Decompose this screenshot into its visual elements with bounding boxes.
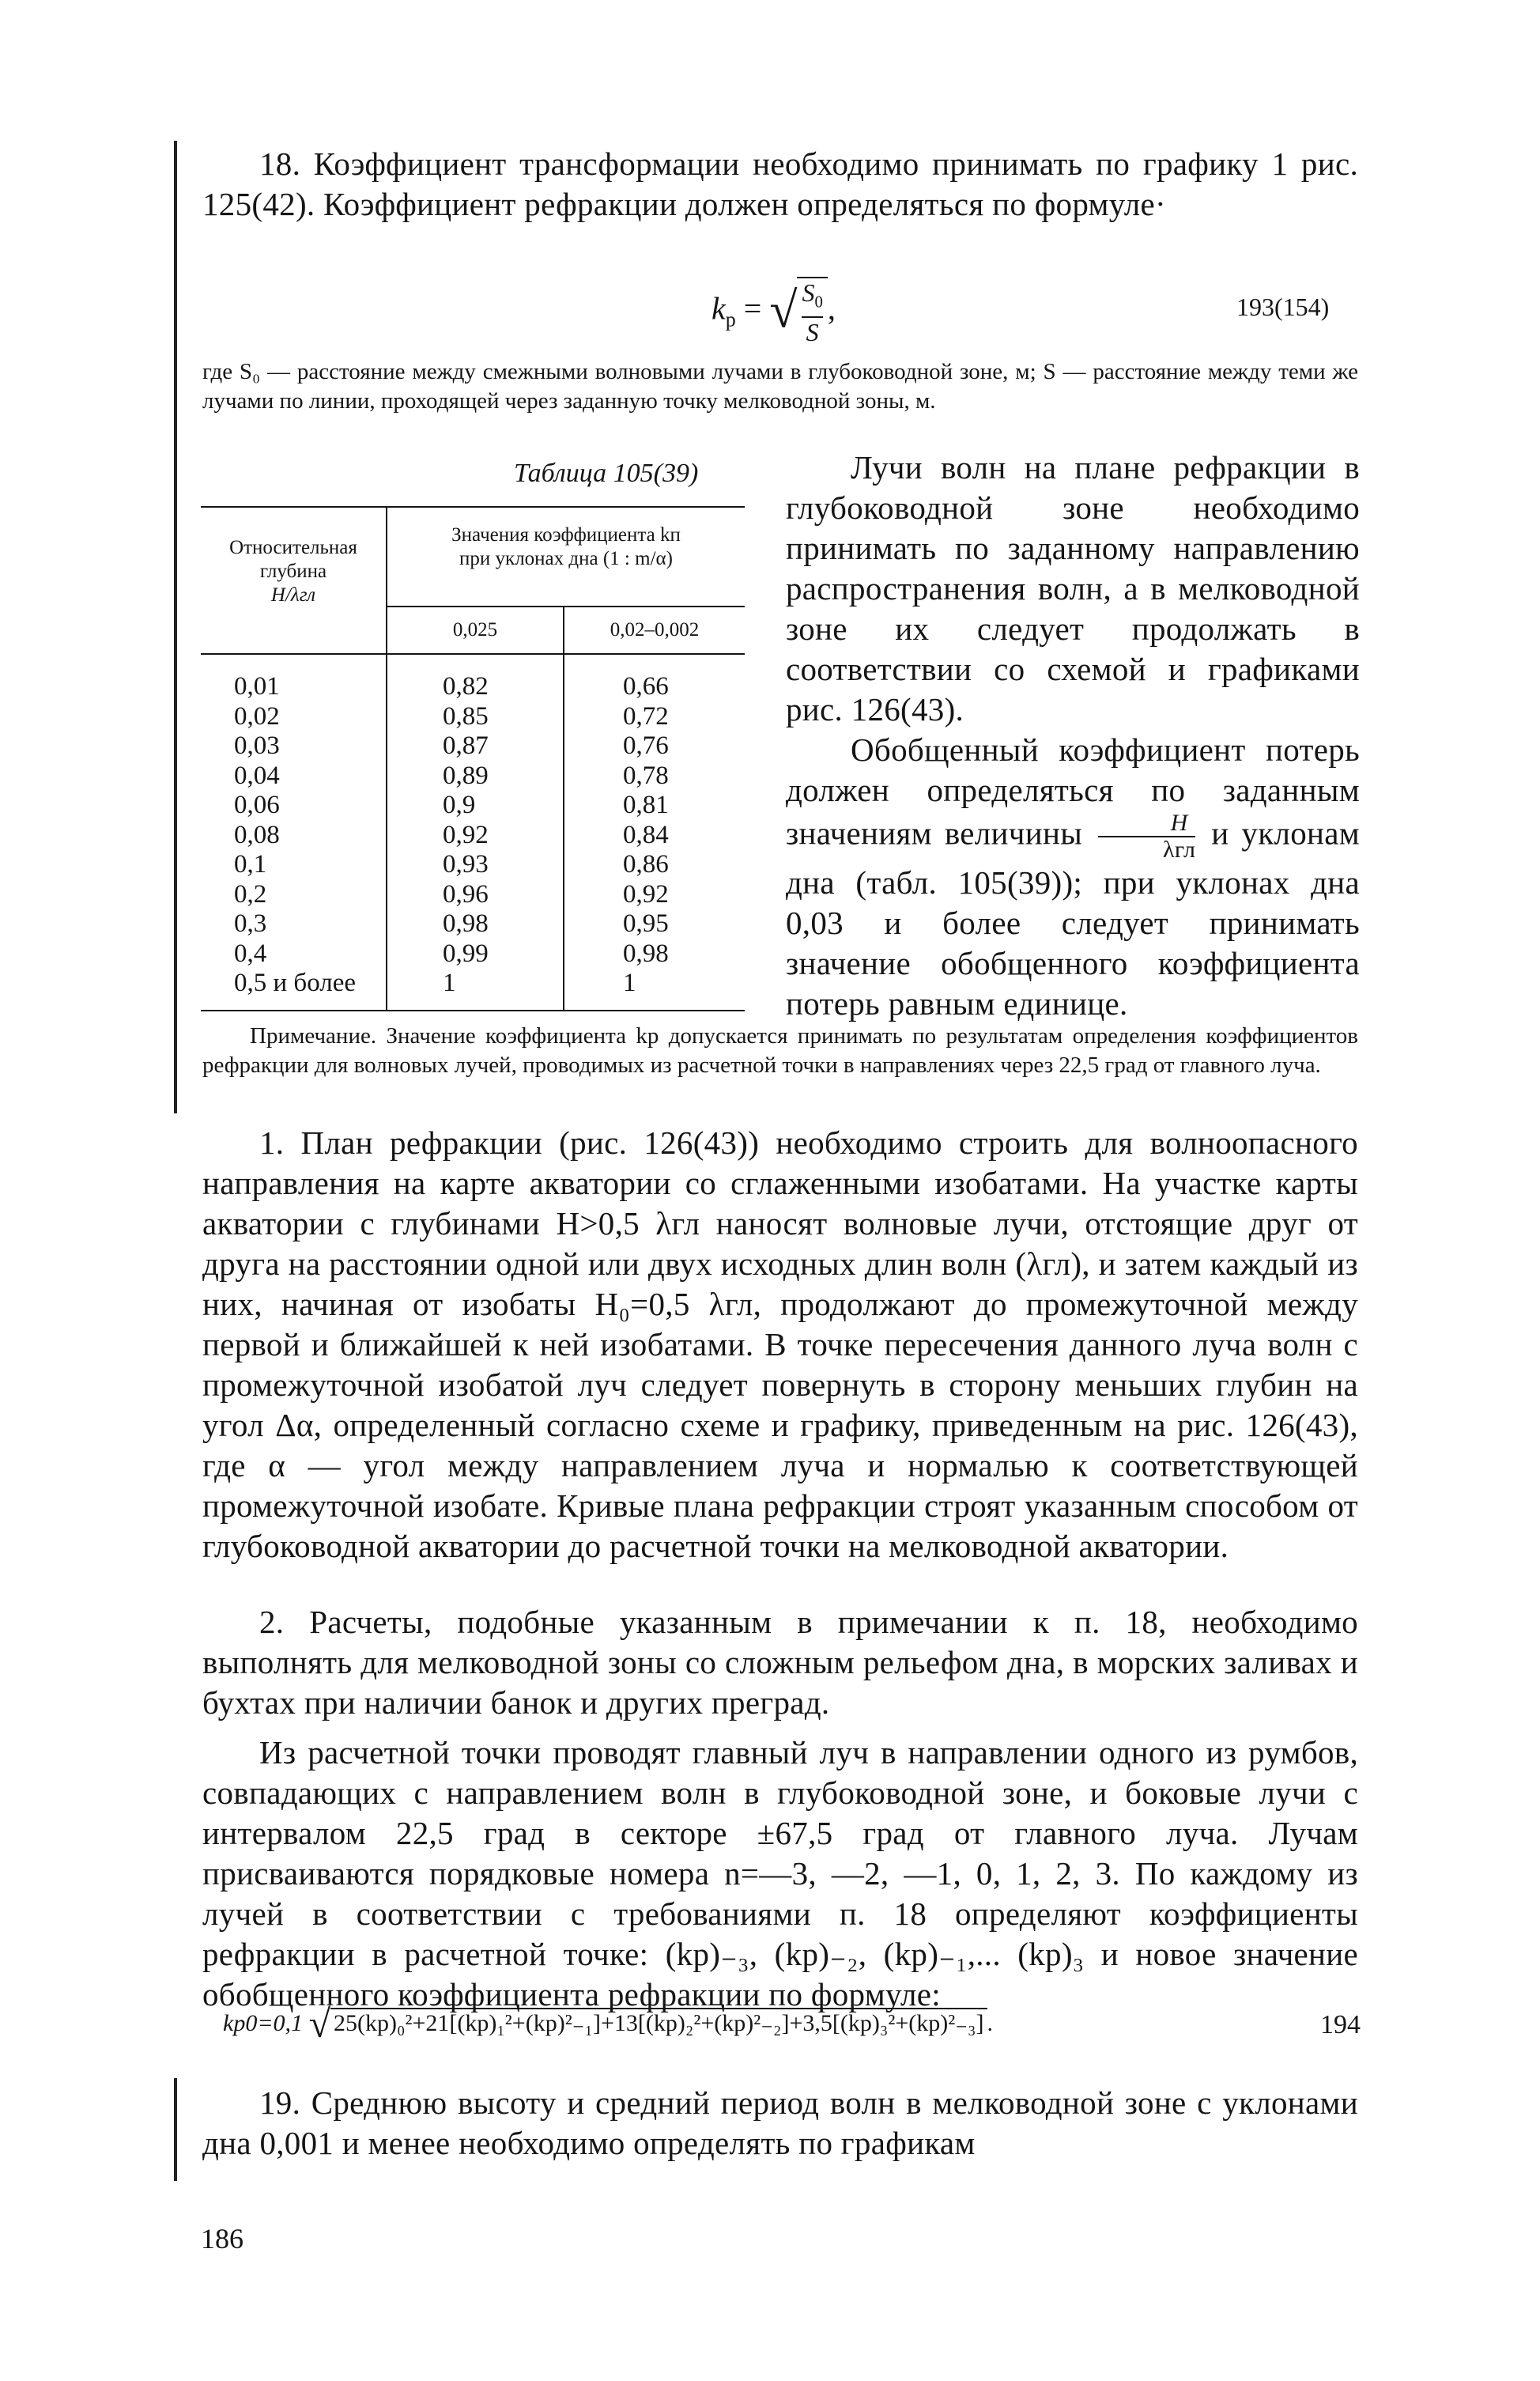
header-text: глубина bbox=[259, 561, 327, 582]
formula-punct: , bbox=[827, 290, 836, 327]
paragraph: Примечание. Значение коэффициента kр допускается принимать по результатам определения коэффициентов рефракции для волновых лучей, проводимых из расчетной точки в направлениях через 22,5 град от главного луча. bbox=[202, 1023, 1358, 1078]
text-run: Обобщенный коэффициент потерь должен определяться по заданным значениям величины bbox=[786, 731, 1360, 852]
fraction-denominator: λгл bbox=[1163, 837, 1196, 863]
formula-punct: . bbox=[987, 2010, 994, 2036]
item-2 bbox=[202, 1602, 1358, 2015]
sqrt-sign-icon: √ bbox=[308, 2001, 331, 2046]
refraction-loss-table bbox=[201, 506, 745, 1011]
paragraph: 2. Расчеты, подобные указанным в примечании к п. 18, необходимо выполнять для мелководной зоны со сложным рельефом дна, в морских заливах и бухтах при наличии банок и других преград. bbox=[202, 1604, 1358, 1721]
header-text: Значения коэффициента kп bbox=[451, 524, 681, 546]
formula-symbol: k bbox=[711, 290, 726, 327]
formula-equals: = bbox=[743, 290, 762, 327]
paragraph: 1. План рефракции (рис. 126(43)) необходимо строить для волноопасного направления на карте акватории со сглаженными изобатами. На участке карты акватории с глубинами H>0,5 λгл наносят волновые лучи, отстоящие друг от друга на расстоянии одной или двух исходных длин волн (λгл), и затем каждый из них, начиная от изобаты H₀=0,5 λгл, продолжают до промежуточной между первой и ближайшей к ней изобатами. В точке пересечения данного луча волн с промежуточной изобатой луч следует повернуть в сторону меньших глубин на угол Δα, определенный согласно схеме и графику, приведенным на рис. 126(43), где α — угол между направлением луча и нормалью к соответствующей промежуточной изобате. Кривые плана рефракции строят указанным способом от глубоководной акватории до расчетной точки на мелководной акватории. bbox=[202, 1124, 1358, 1564]
col-depth-header bbox=[201, 507, 387, 654]
table-body-row bbox=[201, 654, 745, 1011]
section-18-intro bbox=[202, 144, 1358, 225]
formula-radicand: 25(kр)₀²+21[(kр)₁²+(kр)²₋₁]+13[(kр)₂²+(kр)²₋₂]+3,5[(kр)₃²+(kр)²₋₃] bbox=[330, 2008, 987, 2037]
coefficient-group-header bbox=[387, 507, 745, 607]
depth-column bbox=[201, 654, 387, 1011]
depth-values: 0,01 0,02 0,03 0,04 0,06 0,08 0,1 0,2 0,3 0,4 0,5 и более bbox=[234, 672, 357, 997]
table-note bbox=[202, 1022, 1358, 1080]
paragraph: Лучи волн на плане рефракции в глубоководной зоне необходимо принимать по заданному направлению распространения волн, а в мелководной зоне их следует продолжать в соответствии со схемой и графиками рис. 126(43). bbox=[786, 449, 1360, 728]
formula-subscript: р bbox=[725, 308, 736, 331]
formula-193 bbox=[711, 277, 836, 346]
coefficient-values: 0,66 0,72 0,76 0,78 0,81 0,84 0,86 0,92 0,95 0,98 1 bbox=[623, 672, 669, 997]
subheader-slope-1 bbox=[387, 607, 564, 654]
slope-1-column bbox=[387, 654, 564, 1011]
formula-denominator: S bbox=[806, 318, 819, 347]
paragraph: 18. Коэффициент трансформации необходимо принимать по графику 1 рис. 125(42). Коэффициент рефракции должен определяться по формуле· bbox=[202, 146, 1358, 222]
margin-change-bar bbox=[174, 141, 177, 1113]
header-text: Относительная bbox=[229, 537, 357, 558]
formula-explanation bbox=[202, 357, 1358, 416]
paragraph bbox=[786, 730, 1360, 1024]
sqrt-sign-icon: √ bbox=[769, 282, 798, 338]
side-text bbox=[786, 448, 1360, 1024]
table-caption: Таблица 105(39) bbox=[514, 459, 699, 488]
paragraph: где S₀ — расстояние между смежными волновыми лучами в глубоководной зоне, м; S — расстояние между теми же лучами по линии, проходящей через заданную точку мелководной зоны, м. bbox=[202, 359, 1358, 414]
subheader-slope-2 bbox=[564, 607, 745, 654]
header-text: 0,02–0,002 bbox=[610, 619, 700, 641]
header-text: при уклонах дна (1 : m/α) bbox=[459, 548, 673, 569]
slope-2-column bbox=[564, 654, 745, 1011]
formula-fraction bbox=[797, 277, 827, 346]
item-1 bbox=[202, 1123, 1358, 1567]
section-19 bbox=[202, 2083, 1358, 2164]
formula-number: 194 bbox=[1320, 2010, 1361, 2039]
formula-subscript: 0 bbox=[814, 293, 823, 312]
margin-change-bar bbox=[174, 2078, 177, 2181]
text-run: и уклонам дна (табл. 105(39)); при уклонах дна 0,03 и более следует принимать значение обобщенного коэффициента потерь равным единице. bbox=[786, 814, 1360, 1022]
page-number: 186 bbox=[201, 2223, 243, 2254]
header-text: H/λгл bbox=[270, 584, 316, 606]
fraction-numerator: H bbox=[1098, 811, 1195, 837]
formula-194 bbox=[223, 2001, 993, 2047]
formula-numerator: S bbox=[802, 278, 815, 307]
ratio-fraction bbox=[1098, 811, 1195, 863]
coefficient-values: 0,82 0,85 0,87 0,89 0,9 0,92 0,93 0,96 0,98 0,99 1 bbox=[443, 672, 489, 997]
formula-number: 193(154) bbox=[1236, 293, 1330, 321]
table-header-row bbox=[201, 507, 745, 607]
header-text: 0,025 bbox=[452, 619, 498, 641]
formula-lhs: kр0=0,1 bbox=[223, 2010, 304, 2036]
paragraph: Из расчетной точки проводят главный луч в направлении одного из румбов, совпадающих с направлением волн в глубоководной зоне, и боковые лучи с интервалом 22,5 град в секторе ±67,5 град от главного луча. Лучам присваиваются порядковые номера n=—3, —2, —1, 0, 1, 2, 3. По каждому из лучей в соответствии с требованиями п. 18 определяют коэффициенты рефракции в расчетной точке: (kр)₋₃, (kр)₋₂, (kр)₋₁,... (kр)₃ и новое значение обобщенного коэффициента рефракции по формуле: bbox=[202, 1734, 1358, 2013]
paragraph: 19. Среднюю высоту и средний период волн в мелководной зоне с уклонами дна 0,001 и менее необходимо определять по графикам bbox=[202, 2084, 1358, 2161]
